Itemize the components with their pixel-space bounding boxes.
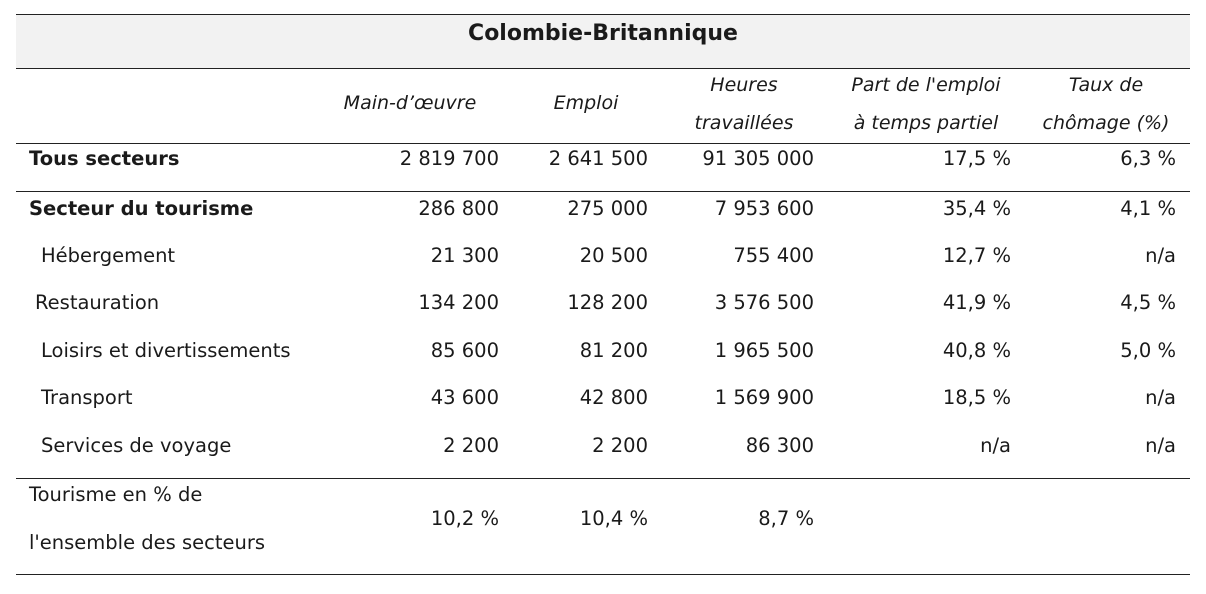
cell-emploi: 42 800: [579, 386, 648, 409]
row-label: Transport: [41, 386, 133, 409]
cell-taux: 4,5 %: [1120, 291, 1176, 314]
header-part-line1: Part de l'emploi: [851, 74, 1001, 96]
cell-heures: 755 400: [733, 244, 814, 267]
cell-taux: n/a: [1145, 386, 1176, 409]
cell-heures: 86 300: [745, 434, 814, 457]
cell-main-doeuvre: 2 819 700: [399, 147, 499, 170]
row-label: Loisirs et divertissements: [41, 339, 291, 362]
cell-part: 12,7 %: [942, 244, 1011, 267]
row-label: Services de voyage: [41, 434, 232, 457]
cell-main-doeuvre: 85 600: [430, 339, 499, 362]
header-heures-line2: travaillées: [694, 112, 794, 134]
share-label-line2: l'ensemble des secteurs: [29, 531, 266, 554]
cell-taux: 5,0 %: [1120, 339, 1176, 362]
header-taux-line1: Taux de: [1068, 74, 1144, 96]
cell-part: 40,8 %: [942, 339, 1011, 362]
cell-part: 35,4 %: [942, 197, 1011, 220]
cell-taux: 6,3 %: [1120, 147, 1176, 170]
cell-part: 17,5 %: [942, 147, 1011, 170]
cell-taux: n/a: [1145, 244, 1176, 267]
bottom-rule: [16, 574, 1190, 575]
row-label: Secteur du tourisme: [29, 197, 254, 220]
cell-part: n/a: [980, 434, 1011, 457]
cell-emploi: 128 200: [567, 291, 648, 314]
cell-heures: 1 965 500: [714, 339, 814, 362]
cell-heures: 3 576 500: [714, 291, 814, 314]
table-title: Colombie-Britannique: [16, 15, 1190, 68]
cell-part: 18,5 %: [942, 386, 1011, 409]
header-rule: [16, 143, 1190, 144]
row-label: Restauration: [35, 291, 160, 314]
cell-heures: 8,7 %: [758, 507, 814, 530]
cell-main-doeuvre: 2 200: [443, 434, 499, 457]
cell-taux: 4,1 %: [1120, 197, 1176, 220]
cell-taux: n/a: [1145, 434, 1176, 457]
header-taux-line2: chômage (%): [1042, 112, 1170, 134]
cell-main-doeuvre: 286 800: [418, 197, 499, 220]
cell-emploi: 20 500: [579, 244, 648, 267]
row-label: Hébergement: [41, 244, 176, 267]
section-rule: [16, 191, 1190, 192]
header-part-line2: à temps partiel: [853, 112, 999, 134]
header-heures-line1: Heures: [710, 74, 778, 96]
cell-main-doeuvre: 43 600: [430, 386, 499, 409]
cell-heures: 7 953 600: [714, 197, 814, 220]
cell-heures: 1 569 900: [714, 386, 814, 409]
cell-heures: 91 305 000: [702, 147, 814, 170]
share-label-line1: Tourisme en % de: [29, 483, 203, 506]
cell-part: 41,9 %: [942, 291, 1011, 314]
header-emploi: Emploi: [553, 92, 619, 114]
cell-emploi: 81 200: [579, 339, 648, 362]
section-rule: [16, 478, 1190, 479]
cell-emploi: 10,4 %: [579, 507, 648, 530]
cell-main-doeuvre: 10,2 %: [430, 507, 499, 530]
cell-emploi: 275 000: [567, 197, 648, 220]
cell-main-doeuvre: 21 300: [430, 244, 499, 267]
cell-emploi: 2 641 500: [548, 147, 648, 170]
header-main-doeuvre: Main-d’œuvre: [343, 92, 477, 114]
cell-main-doeuvre: 134 200: [418, 291, 499, 314]
cell-emploi: 2 200: [592, 434, 648, 457]
row-label: Tous secteurs: [29, 147, 180, 170]
